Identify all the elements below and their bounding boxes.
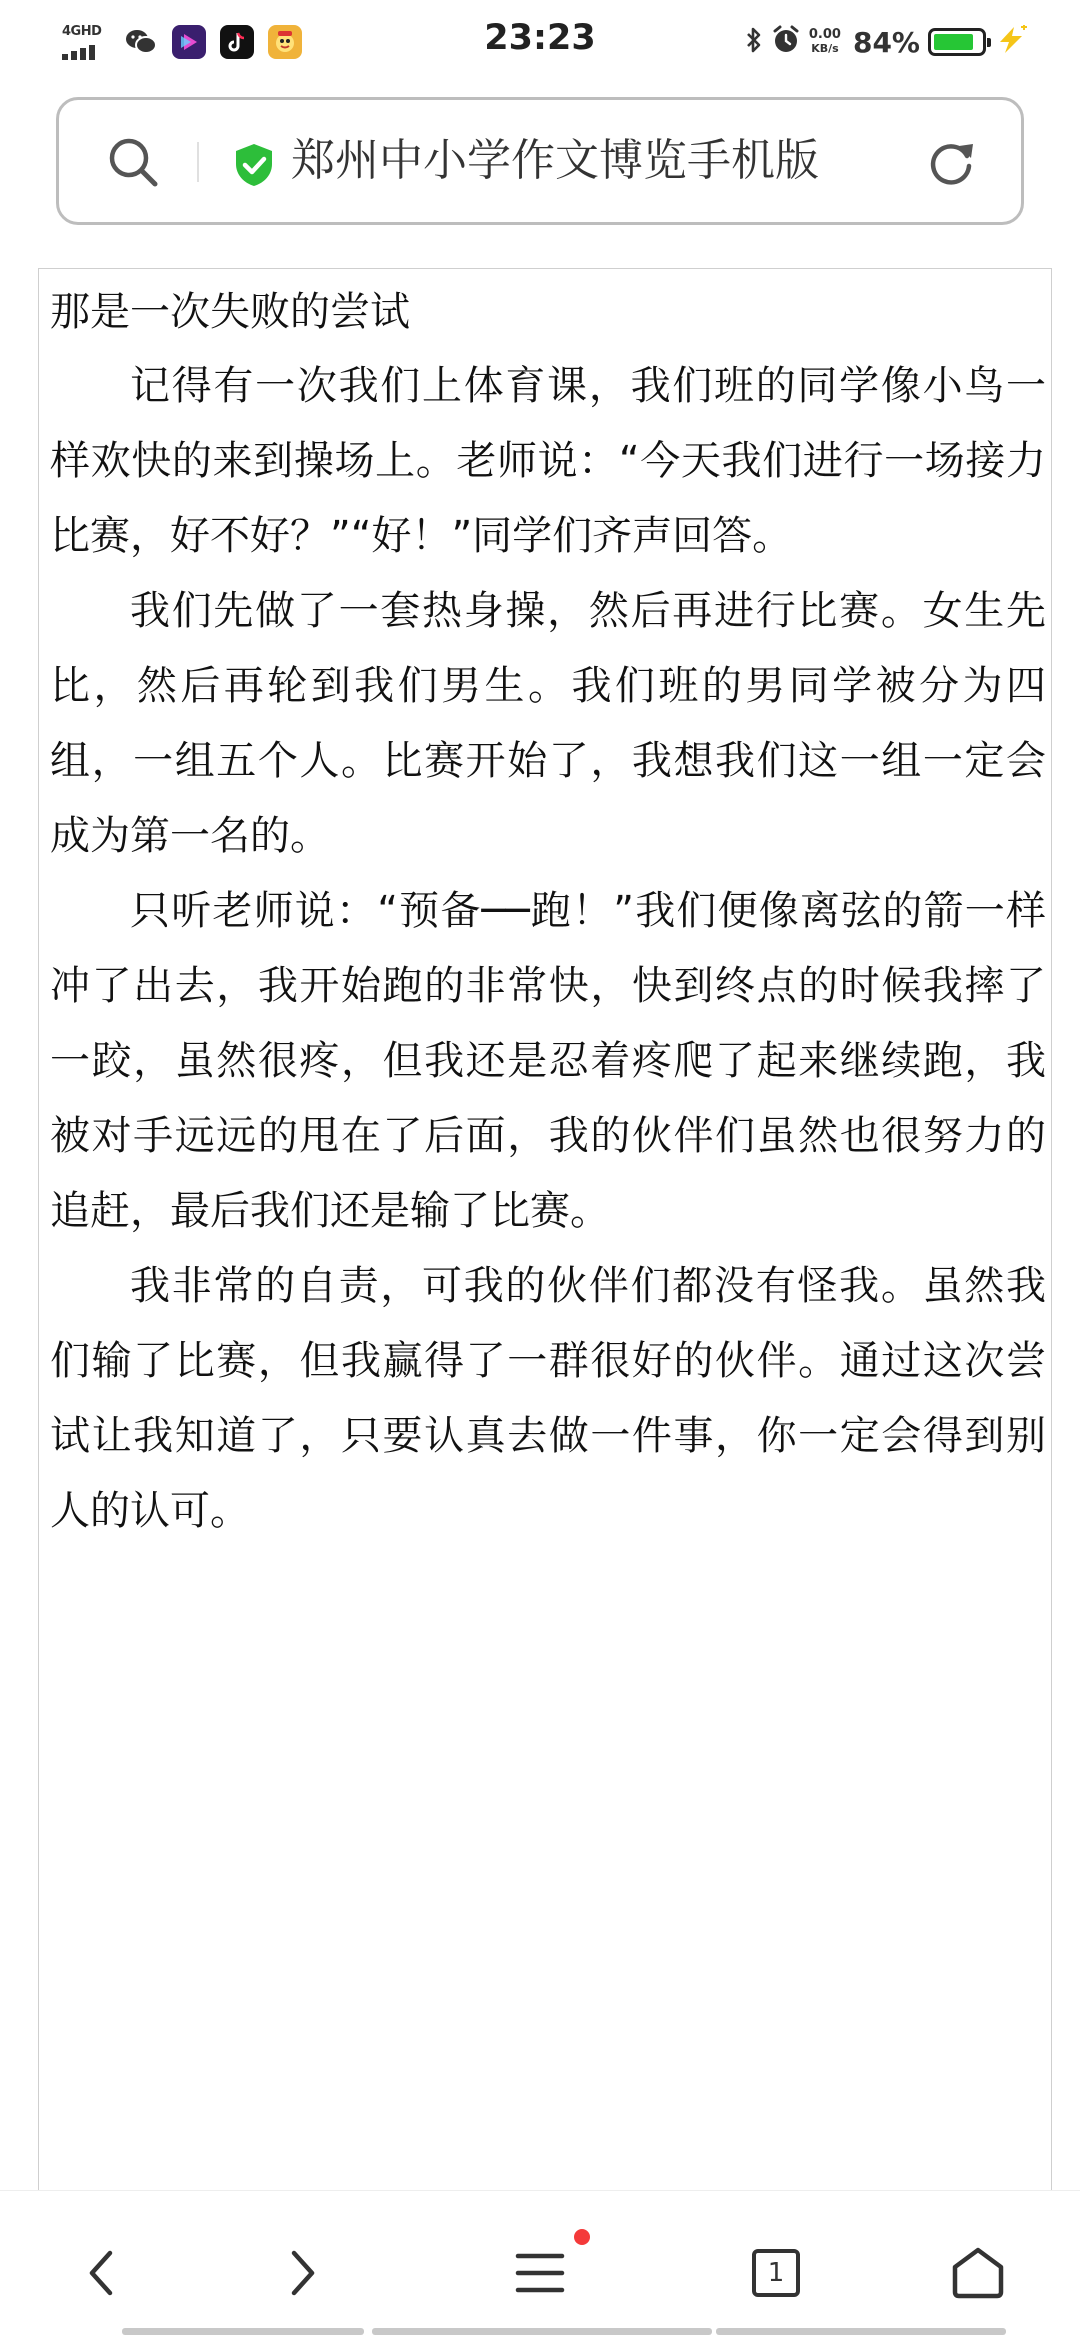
gesture-bar — [716, 2328, 1006, 2335]
status-right — [745, 20, 1028, 64]
gesture-bar — [372, 2328, 712, 2335]
network-speed — [809, 28, 841, 56]
speed-unit: KB/s — [811, 42, 839, 55]
bluetooth-icon — [745, 25, 763, 59]
network-type: 4GHD — [62, 24, 102, 39]
charging-icon — [994, 25, 1028, 59]
speed-value: 0.00 — [808, 27, 841, 42]
article-paragraph: 我非常的自责，可我的伙伴们都没有怪我。虽然我们输了比赛，但我赢得了一群很好的伙伴。通过这次尝试让我知道了，只要认真去做一件事，你一定会得到别人的认可。 — [50, 1263, 1046, 1534]
home-button[interactable] — [938, 2233, 1018, 2313]
tab-count: 1 — [767, 2258, 785, 2288]
battery-level — [934, 34, 973, 50]
menu-badge — [574, 2229, 590, 2245]
article-paragraph: 只听老师说：“预备──跑！”我们便像离弦的箭一样冲了出去，我开始跑的非常快，快到终点的时候我摔了一跤，虽然很疼，但我还是忍着疼爬了起来继续跑，我被对手远远的甩在了后面，我的伙伴们虽然也很努力的追赶，最后我们还是输了比赛。 — [50, 888, 1046, 1234]
status-bar — [0, 0, 1080, 84]
article-title: 那是一次失败的尝试 — [50, 289, 410, 335]
reload-icon[interactable] — [923, 134, 979, 190]
clock: 23:23 — [484, 18, 596, 58]
search-icon[interactable] — [105, 134, 161, 190]
battery-percent: 84% — [852, 25, 920, 59]
article-paragraph: 记得有一次我们上体育课，我们班的同学像小鸟一样欢快的来到操场上。老师说：“今天我们进行一场接力比赛，好不好？”“好！”同学们齐声回答。 — [50, 363, 1046, 559]
tabs-button[interactable] — [736, 2233, 816, 2313]
battery-icon — [928, 28, 986, 56]
menu-button[interactable] — [500, 2233, 580, 2313]
chevron-right-icon — [282, 2243, 322, 2303]
home-icon — [950, 2245, 1006, 2301]
secure-shield-icon — [233, 142, 275, 188]
alarm-icon — [771, 25, 801, 59]
gesture-bar — [122, 2328, 364, 2335]
bottom-navigation — [0, 2190, 1080, 2341]
chevron-left-icon — [82, 2243, 122, 2303]
forward-button[interactable] — [262, 2233, 342, 2313]
menu-icon — [512, 2248, 568, 2298]
article-paragraph: 我们先做了一套热身操，然后再进行比赛。女生先比，然后再轮到我们男生。我们班的男同学被分为四组，一组五个人。比赛开始了，我想我们这一组一定会成为第一名的。 — [50, 588, 1046, 859]
article-frame[interactable] — [38, 268, 1052, 2193]
tabs-icon — [752, 2249, 800, 2297]
address-bar[interactable] — [56, 97, 1024, 225]
address-divider — [197, 142, 199, 182]
back-button[interactable] — [62, 2233, 142, 2313]
article — [50, 275, 1046, 1549]
page-title[interactable]: 郑州中小学作文博览手机版 — [291, 135, 819, 186]
